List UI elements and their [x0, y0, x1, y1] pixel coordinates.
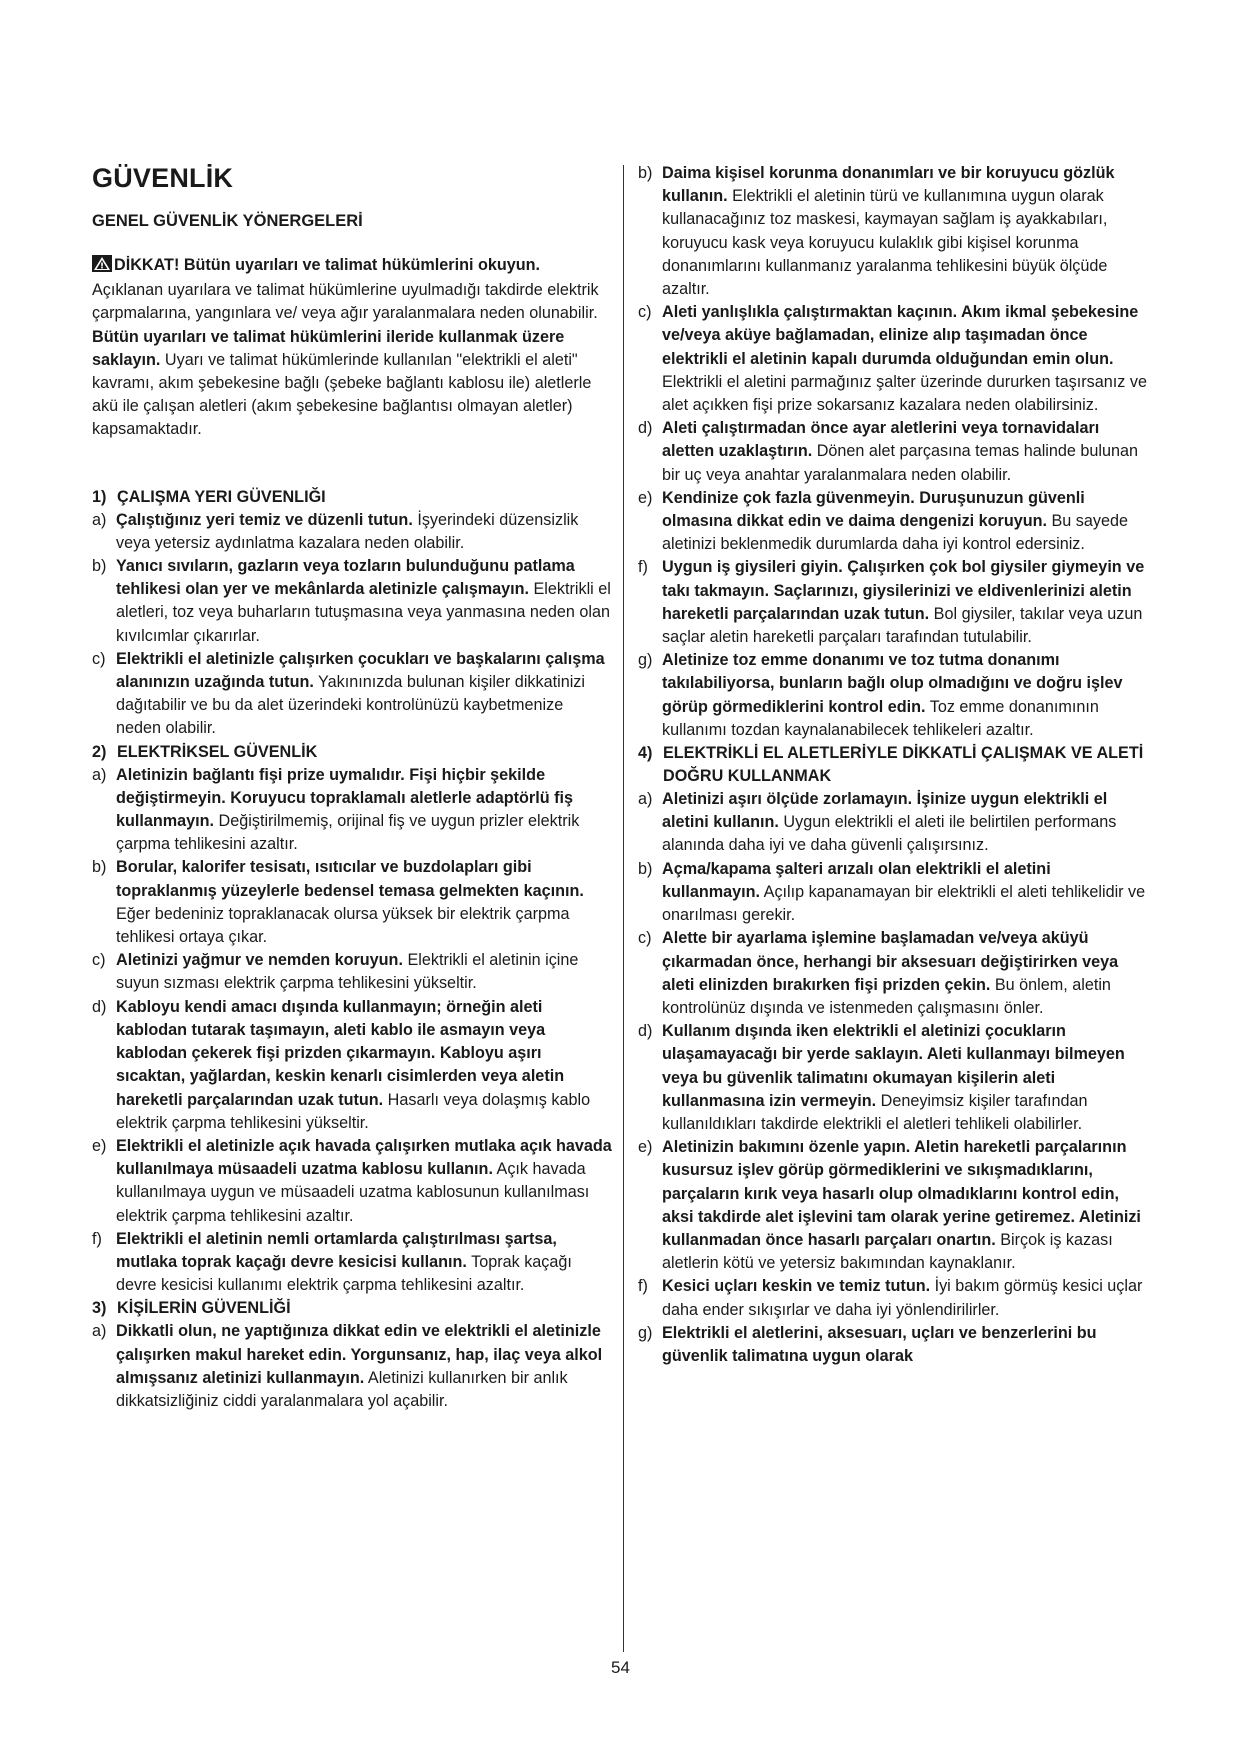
list-item-2f: f) Elektrikli el aletinin nemli ortamlarda çalıştırılması şartsa, mutlaka toprak kaçağı devre kesicisi kullanın. Toprak kaçağı devre kesicisi kullanımı elektrik çarpma tehlikesini azaltır.: [92, 1229, 572, 1295]
list-item-4f: f) Kesici uçları keskin ve temiz tutun. İyi bakım görmüş kesici uçlar daha ender sıkışırlar ve daha iyi yönlendirilirler.: [638, 1277, 1143, 1319]
list-item-1a: a) Çalıştığınız yeri temiz ve düzenli tutun. İşyerindeki düzensizlik veya yetersiz aydınlatma kazalara neden olabilir.: [92, 510, 579, 552]
list-item-3d: d) Aleti çalıştırmadan önce ayar aletlerini veya tornavidaları aletten uzaklaştırın. Dönen alet parçasına temas halinde bulunan bir uç veya anahtar yaralanmalara neden olabilir.: [638, 419, 1139, 484]
list-item-4c: c) Alette bir ayarlama işlemine başlamadan ve/veya aküyü çıkarmadan önce, herhangi bir aksesuarı değiştirirken veya aleti elinizden bırakırken fişi prizden çekin. Bu önlem, aletin kontrolünüz dışında ve istenmeden çalışmasını önler.: [638, 929, 1119, 1017]
column-divider: [623, 165, 624, 1652]
list-item-4a: a) Aletinizi aşırı ölçüde zorlamayın. İşinize uygun elektrikli el aletini kullanın. Uygun elektrikli el aleti ile belirtilen performans alanında daha iyi ve daha güvenli çalışırsınız.: [638, 790, 1117, 855]
list-item-3f: f) Uygun iş giysileri giyin. Çalışırken çok bol giysiler giymeyin ve takı takmayın. Saçlarınızı, giysilerinizi ve eldivenlerinizi aletin hareketli parçalarından uzak tutun. Bol giysiler, takılar veya uzun saçlar aletin hareketli parçaları tarafından tutulabilir.: [638, 558, 1145, 647]
section-2-title: 2) ELEKTRİKSEL GÜVENLİK: [92, 742, 318, 761]
page-subtitle: GENEL GÜVENLİK YÖNERGELERİ: [92, 212, 363, 230]
list-item-3c: c) Aleti yanlışlıkla çalıştırmaktan kaçının. Akım ikmal şebekesine ve/veya aküye bağlamadan, elinize alıp taşımadan önce elektrikli el aletinin kapalı durumda olduğundan emin olun. Elektrikli el aletini parmağınız şalter üzerinde dururken taşırsanız ve alet açıkken fişi prize sokarsanız kazalara neden olabilirsiniz.: [638, 303, 1147, 415]
section-3-title: 3) KİŞİLERİN GÜVENLİĞİ: [92, 1299, 291, 1318]
list-item-1b: b) Yanıcı sıvıların, gazların veya tozların bulunduğunu patlama tehlikesi olan yer ve mekânlarda aletinizle çalışmayın. Elektrikli el aletleri, toz veya buharların tutuşmasına veya yanmasına neden olan kıvılcımlar çıkarırlar.: [92, 557, 611, 645]
section-1-title: 1) ÇALIŞMA YERI GÜVENLIĞI: [92, 487, 326, 506]
intro-text-1: Açıklanan uyarılara ve talimat hükümlerine uyulmadığı takdirde elektrik çarpmalarına, yangınlara ve/ veya ağır yaralanmalara neden olunabilir.: [92, 281, 599, 323]
left-column: [92, 162, 612, 1413]
intro-paragraph: [92, 254, 612, 442]
right-column: [638, 162, 1153, 1368]
page-title: GÜVENLİK: [92, 163, 234, 193]
section-4-title: 4) ELEKTRİKLİ EL ALETLERİYLE DİKKATLİ ÇALIŞMAK VE ALETİ DOĞRU KULLANMAK: [638, 744, 1144, 786]
list-item-2b: b) Borular, kalorifer tesisatı, ısıtıcılar ve buzdolapları gibi topraklanmış yüzeylerle bedensel temasa gelmekten kaçının. Eğer bedeniniz topraklanacak olursa yüksek bir elektrik çarpma tehlikesi ortaya çıkar.: [92, 858, 584, 947]
list-item-3g: g) Aletinize toz emme donanımı ve toz tutma donanımı takılabiliyorsa, bunların bağlı olup olmadığını ve doğru işlev görüp görmediklerini kontrol edin. Toz emme donanımının kullanımı tozdan kaynalanabilecek tehlikeleri azaltır.: [638, 651, 1123, 739]
intro-bold-2: Bütün uyarıları ve talimat hükümlerini ileride kullanmak üzere saklayın.: [92, 327, 565, 369]
intro-bold-1: DİKKAT! Bütün uyarıları ve talimat hükümlerini okuyun.: [114, 256, 541, 274]
list-item-4b: b) Açma/kapama şalteri arızalı olan elektrikli el aletini kullanmayın. Açılıp kapanamayan bir elektrikli el aleti tehlikelidir ve onarılması gerekir.: [638, 859, 1146, 925]
list-item-4e: e) Aletinizin bakımını özenle yapın. Aletin hareketli parçalarının kusursuz işlev görüp görmediklerini ve sıkışmadıklarını, parçaların kırık veya hasarlı olup olmadıklarını kontrol edin, aksi takdirde alet işlevini tam olarak yerine getiremez. Aletinizi kullanmadan önce hasarlı parçaları onartın. Birçok iş kazası aletlerin kötü ve yetersiz bakımından kaynaklanır.: [638, 1138, 1141, 1273]
list-item-2e: e) Elektrikli el aletinizle açık havada çalışırken mutlaka açık havada kullanılmaya müsaadeli uzatma kablosu kullanın. Açık havada kullanılmaya uygun ve müsaadeli uzatma kablosunun kullanılması elektrik çarpma tehlikesini azaltır.: [92, 1136, 612, 1225]
intro-text-2: Uyarı ve talimat hükümlerinde kullanılan "elektrikli el aleti" kavramı, akım şebekesine bağlı (şebeke bağlantı kablosu ile) aletlerle akü ile çalışan aletleri (akım şebekesine bağlantısı olmayan aletler) kapsamaktadır.: [92, 350, 592, 439]
warning-triangle-icon: [92, 255, 112, 279]
page-number: 54: [611, 1658, 630, 1677]
list-item-4d: d) Kullanım dışında iken elektrikli el aletinizi çocukların ulaşamayacağı bir yerde saklayın. Aleti kullanmayı bilmeyen veya bu güvenlik talimatını okumayan kişilerin aleti kullanmasına izin vermeyin. Deneyimsiz kişiler tarafından kullanıldıkları takdirde elektrikli el aletleri tehlikeli olabilirler.: [638, 1022, 1125, 1133]
list-item-2a: a) Aletinizin bağlantı fişi prize uymalıdır. Fişi hiçbir şekilde değiştirmeyin. Koruyucu topraklamalı aletlerle adaptörlü fiş kullanmayın. Değiştirilmemiş, orijinal fiş ve uygun prizler elektrik çarpma tehlikesini azaltır.: [92, 765, 580, 854]
list-item-2c: c) Aletinizi yağmur ve nemden koruyun. Elektrikli el aletinin içine suyun sızması elektrik çarpma tehlikesini yükseltir.: [92, 951, 579, 993]
list-item-3e: e) Kendinize çok fazla güvenmeyin. Duruşunuzun güvenli olmasına dikkat edin ve daima dengenizi koruyun. Bu sayede aletinizi beklenmedik durumlarda daha iyi kontrol edersiniz.: [638, 488, 1129, 554]
list-item-1c: c) Elektrikli el aletinizle çalışırken çocukları ve başkalarını çalışma alanınızın uzağında tutun. Yakınınızda bulunan kişiler dikkatinizi dağıtabilir ve bu da alet üzerindeki kontrolünüzü kaybetmenize neden olabilir.: [92, 649, 605, 738]
list-item-3a: a) Dikkatli olun, ne yaptığınıza dikkat edin ve elektrikli el aletinizle çalışırken makul hareket edin. Yorgunsanız, hap, ilaç veya alkol almışsanız aletinizi kullanmayın. Aletinizi kullanırken bir anlık dikkatsizliğiniz ciddi yaralanmalara yol açabilir.: [92, 1322, 603, 1410]
list-item-4g: g) Elektrikli el aletlerini, aksesuarı, uçları ve benzerlerini bu güvenlik talimatına uygun olarak: [638, 1323, 1097, 1365]
list-item-3b: b) Daima kişisel korunma donanımları ve bir koruyucu gözlük kullanın. Elektrikli el aletinin türü ve kullanımına uygun olarak kullanacağınız toz maskesi, kaymayan sağlam iş ayakkabıları, koruyucu kask veya koruyucu kulaklık gibi kişisel korunma donanımlarını kullanmanız yaralanma tehlikesini büyük ölçüde azaltır.: [638, 164, 1115, 299]
list-item-2d: d) Kabloyu kendi amacı dışında kullanmayın; örneğin aleti kablodan tutarak taşımayın, aleti kablo ile asmayın veya kablodan çekerek fişi prizden çıkarmayın. Kabloyu aşırı sıcaktan, yağlardan, keskin kenarlı cisimlerden veya aletin hareketli parçalarından uzak tutun. Hasarlı veya dolaşmış kablo elektrik çarpma tehlikesini yükseltir.: [92, 997, 591, 1132]
